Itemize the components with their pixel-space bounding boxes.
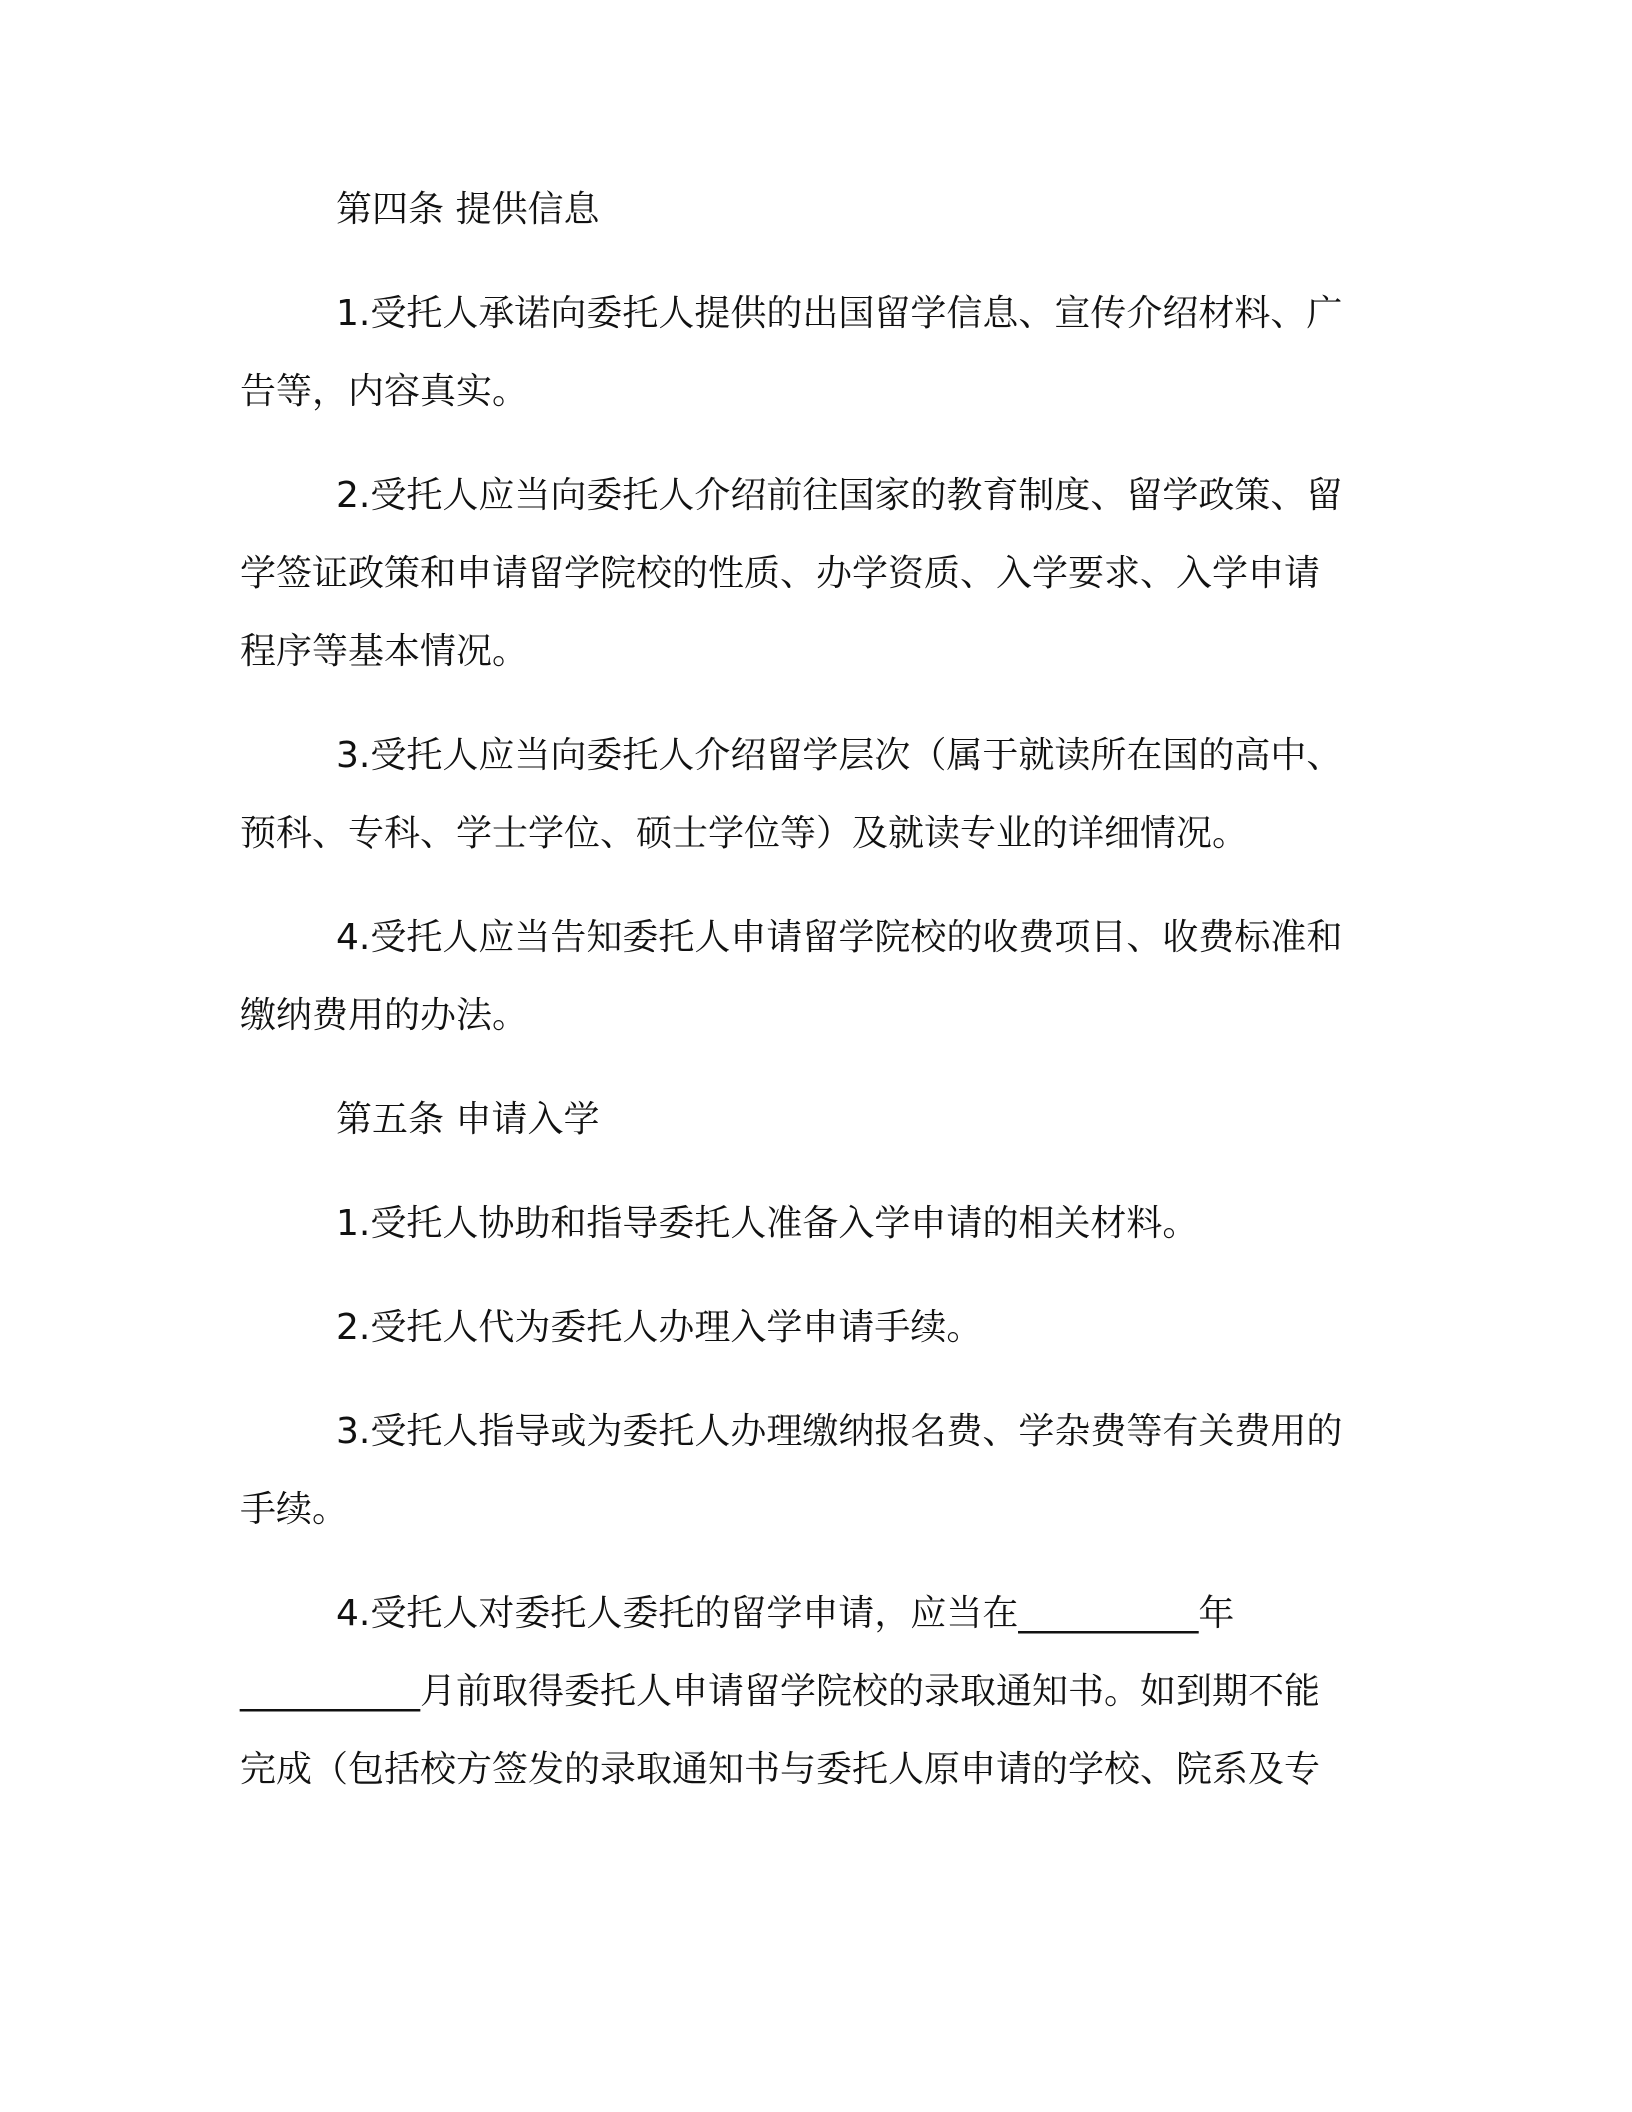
article-5-clause-4-line-2: __________月前取得委托人申请留学院校的录取通知书。如到期不能 (240, 1671, 1321, 1712)
article-5-clause-2-line-1: 2.受托人代为委托人办理入学申请手续。 (336, 1307, 983, 1348)
article-5-clause-4-line-1: 4.受托人对委托人委托的留学申请，应当在__________年 (336, 1593, 1235, 1634)
article-4-clause-1-line-1: 1.受托人承诺向委托人提供的出国留学信息、宣传介绍材料、广 (336, 293, 1343, 334)
article-4-clause-4-line-2: 缴纳费用的办法。 (240, 995, 529, 1036)
article-5-clause-1-line-1: 1.受托人协助和指导委托人准备入学申请的相关材料。 (336, 1203, 1199, 1244)
article-4-clause-4-line-1: 4.受托人应当告知委托人申请留学院校的收费项目、收费标准和 (336, 917, 1343, 958)
article-5-clause-3-line-2: 手续。 (240, 1489, 349, 1530)
document-page (240, 190, 1380, 1790)
article-4-clause-2-line-2: 学签证政策和申请留学院校的性质、办学资质、入学要求、入学申请 (240, 553, 1321, 594)
article-5-clause-3-line-1: 3.受托人指导或为委托人办理缴纳报名费、学杂费等有关费用的 (336, 1411, 1343, 1452)
article-4-clause-1-line-2: 告等，内容真实。 (240, 371, 529, 412)
article-4-heading: 第四条 提供信息 (336, 189, 600, 230)
article-5-heading: 第五条 申请入学 (336, 1099, 600, 1140)
article-5-clause-4-line-3: 完成（包括校方签发的录取通知书与委托人原申请的学校、院系及专 (240, 1749, 1321, 1790)
article-4-clause-2-line-1: 2.受托人应当向委托人介绍前往国家的教育制度、留学政策、留 (336, 475, 1343, 516)
article-4-clause-3-line-1: 3.受托人应当向委托人介绍留学层次（属于就读所在国的高中、 (336, 735, 1343, 776)
article-4-clause-3-line-2: 预科、专科、学士学位、硕士学位等）及就读专业的详细情况。 (240, 813, 1249, 854)
article-4-clause-2-line-3: 程序等基本情况。 (240, 631, 529, 672)
